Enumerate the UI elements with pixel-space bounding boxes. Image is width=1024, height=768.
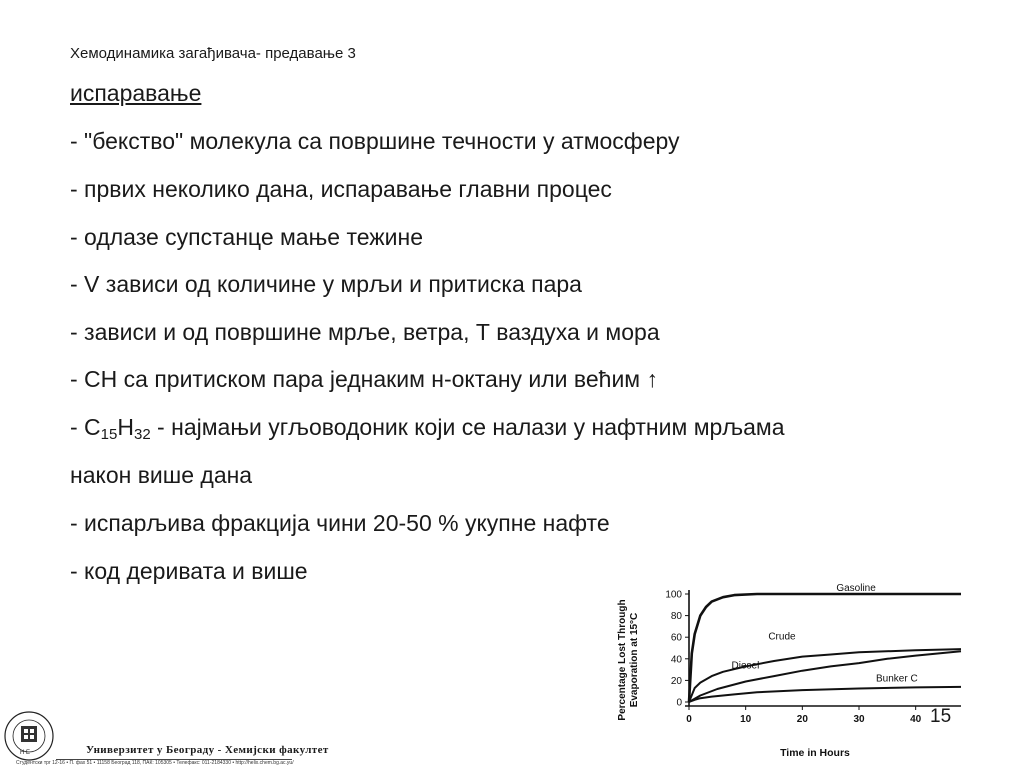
bullet-line: - СН са притиском пара једнаким н-октану или већим ↑	[70, 366, 659, 392]
bullet-line-formula	[70, 414, 785, 441]
bullet-line: - код деривата и више	[70, 558, 308, 584]
y-axis-label-line2: Evaporation at 15°C	[629, 612, 640, 708]
bullet-line: - зависи и од површине мрље, ветра, Т ваздуха и мора	[70, 319, 660, 345]
bullet-line: - одлазе супстанце мање тежине	[70, 224, 424, 250]
x-tick-label: 10	[740, 714, 752, 725]
y-axis-label: Percentage Lost Through	[617, 599, 628, 721]
series-label-bunker-c: Bunker C	[876, 673, 918, 685]
x-tick-label: 40	[910, 714, 922, 725]
y-tick-label: 80	[670, 611, 682, 623]
x-tick-label: 0	[686, 714, 692, 725]
x-tick-label: 30	[853, 714, 865, 725]
formula-prefix: - C	[70, 414, 101, 440]
university-seal-logo	[3, 710, 55, 762]
series-label-crude: Crude	[768, 631, 796, 643]
bullet-line: - првих неколико дана, испаравање главни процес	[70, 176, 612, 202]
formula-subscript-15: 15	[100, 426, 118, 443]
y-tick-label: 60	[670, 632, 682, 644]
formula-rest: - најмањи угљоводоник који се налази у нафтним мрљама	[150, 414, 785, 440]
lecture-header: Хемодинамика загађивача- предавање 3	[70, 45, 356, 62]
footer-university: Универзитет у Београду - Хемијски факултет	[86, 744, 329, 756]
section-title: испаравање	[70, 80, 202, 106]
y-tick-label: 0	[676, 697, 682, 709]
footer-address: Студентски трг 12-16 • П. фах 51 • 11158 Београд 118, ПАК: 105305 • Телефакс: 011-2184330 • http://helix.chem.bg.ac.yu/	[16, 760, 294, 766]
bullet-line: - V зависи од количине у мрљи и притиска пара	[70, 271, 582, 297]
page-number: 15	[930, 706, 952, 727]
evaporation-chart	[605, 570, 965, 764]
series-label-gasoline: Gasoline	[836, 583, 876, 594]
formula-subscript-32: 32	[133, 426, 151, 443]
x-tick-label: 20	[796, 714, 808, 725]
series-label-diesel: Diesel	[731, 660, 760, 672]
formula-h: H	[117, 414, 134, 440]
y-tick-label: 100	[665, 589, 682, 601]
bullet-line: након више дана	[70, 462, 253, 488]
svg-text:Н Е: Н Е	[20, 750, 31, 756]
bullet-line: - "бекство" молекула са површине течности у атмосферу	[70, 128, 680, 154]
y-tick-label: 40	[670, 654, 682, 666]
y-tick-label: 20	[670, 675, 682, 687]
bullet-line: - испарљива фракција чини 20-50 % укупне нафте	[70, 510, 610, 536]
series-line-bunker-c	[689, 687, 961, 702]
x-axis-label: Time in Hours	[780, 747, 850, 759]
